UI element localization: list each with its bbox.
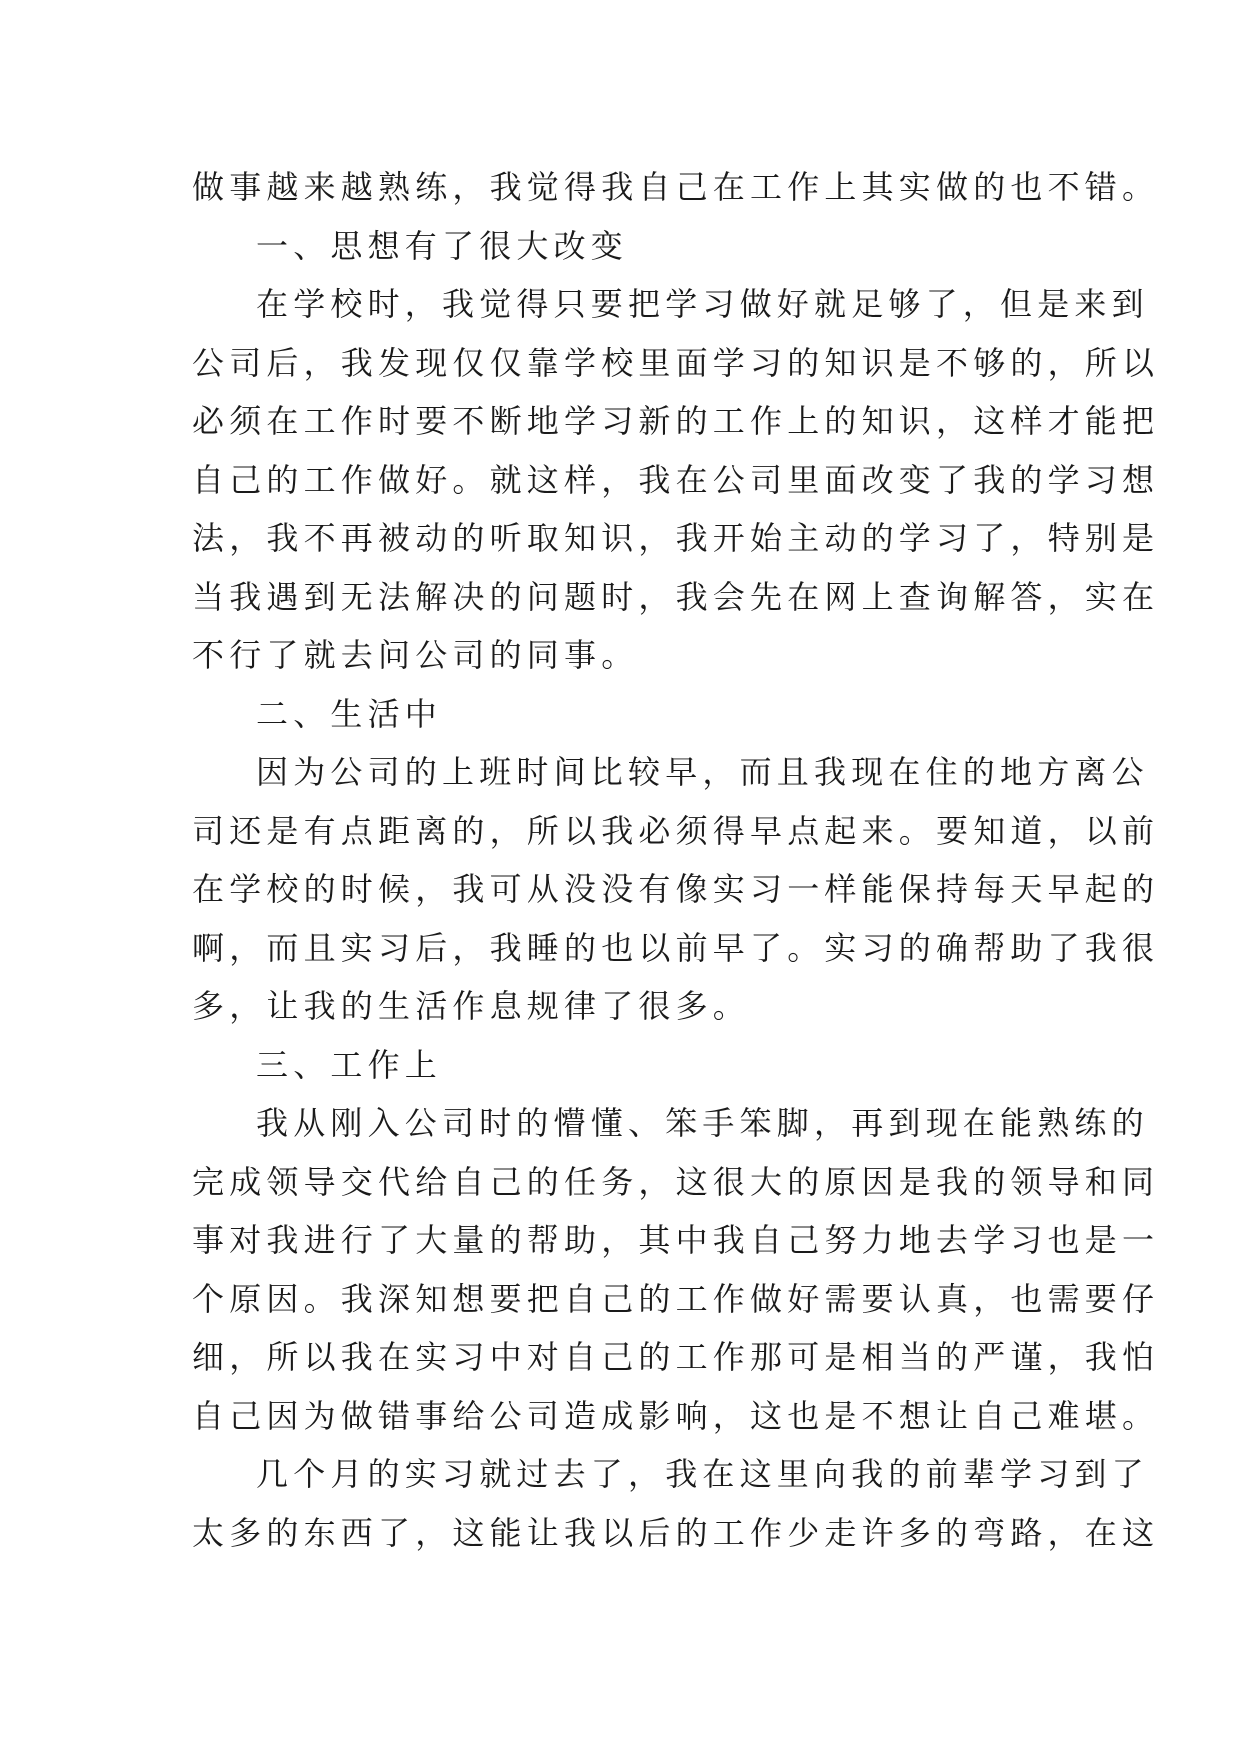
text-line: 因为公司的上班时间比较早，而且我现在住的地方离公 [256, 753, 1149, 791]
text-line: 公司后，我发现仅仅靠学校里面学习的知识是不够的，所以 [192, 343, 1160, 382]
text-line: 司还是有点距离的，所以我必须得早点起来。要知道，以前 [192, 811, 1160, 850]
text-line: 自己的工作做好。就这样，我在公司里面改变了我的学习想 [192, 460, 1160, 499]
text-line: 在学校时，我觉得只要把学习做好就足够了，但是来到 [256, 285, 1149, 323]
document-body [192, 158, 1160, 1562]
text-line: 几个月的实习就过去了，我在这里向我的前辈学习到了 [256, 1455, 1149, 1493]
text-line: 完成领导交代给自己的任务，这很大的原因是我的领导和同 [192, 1162, 1160, 1201]
text-line: 我从刚入公司时的懵懂、笨手笨脚，再到现在能熟练的 [256, 1104, 1149, 1142]
text-line: 法，我不再被动的听取知识，我开始主动的学习了，特别是 [192, 519, 1160, 557]
text-line: 事对我进行了大量的帮助，其中我自己努力地去学习也是一 [192, 1221, 1160, 1259]
text-line: 自己因为做错事给公司造成影响，这也是不想让自己难堪。 [192, 1396, 1160, 1435]
text-line: 个原因。我深知想要把自己的工作做好需要认真，也需要仔 [192, 1279, 1160, 1318]
text-line: 不行了就去问公司的同事。 [192, 636, 639, 674]
text-line: 当我遇到无法解决的问题时，我会先在网上查询解答，实在 [192, 577, 1160, 616]
section-heading: 二、生活中 [256, 694, 443, 733]
section-heading: 三、工作上 [256, 1045, 443, 1084]
text-line: 细，所以我在实习中对自己的工作那可是相当的严谨，我怕 [192, 1338, 1160, 1376]
text-line: 多，让我的生活作息规律了很多。 [192, 987, 751, 1025]
text-line: 在学校的时候，我可从没没有像实习一样能保持每天早起的 [192, 870, 1160, 908]
section-heading: 一、思想有了很大改变 [256, 226, 629, 265]
text-line: 太多的东西了，这能让我以后的工作少走许多的弯路，在这 [192, 1513, 1160, 1552]
text-line: 必须在工作时要不断地学习新的工作上的知识，这样才能把 [192, 402, 1160, 440]
text-line: 做事越来越熟练，我觉得我自己在工作上其实做的也不错。 [192, 168, 1160, 206]
text-line: 啊，而且实习后，我睡的也以前早了。实习的确帮助了我很 [192, 928, 1160, 967]
